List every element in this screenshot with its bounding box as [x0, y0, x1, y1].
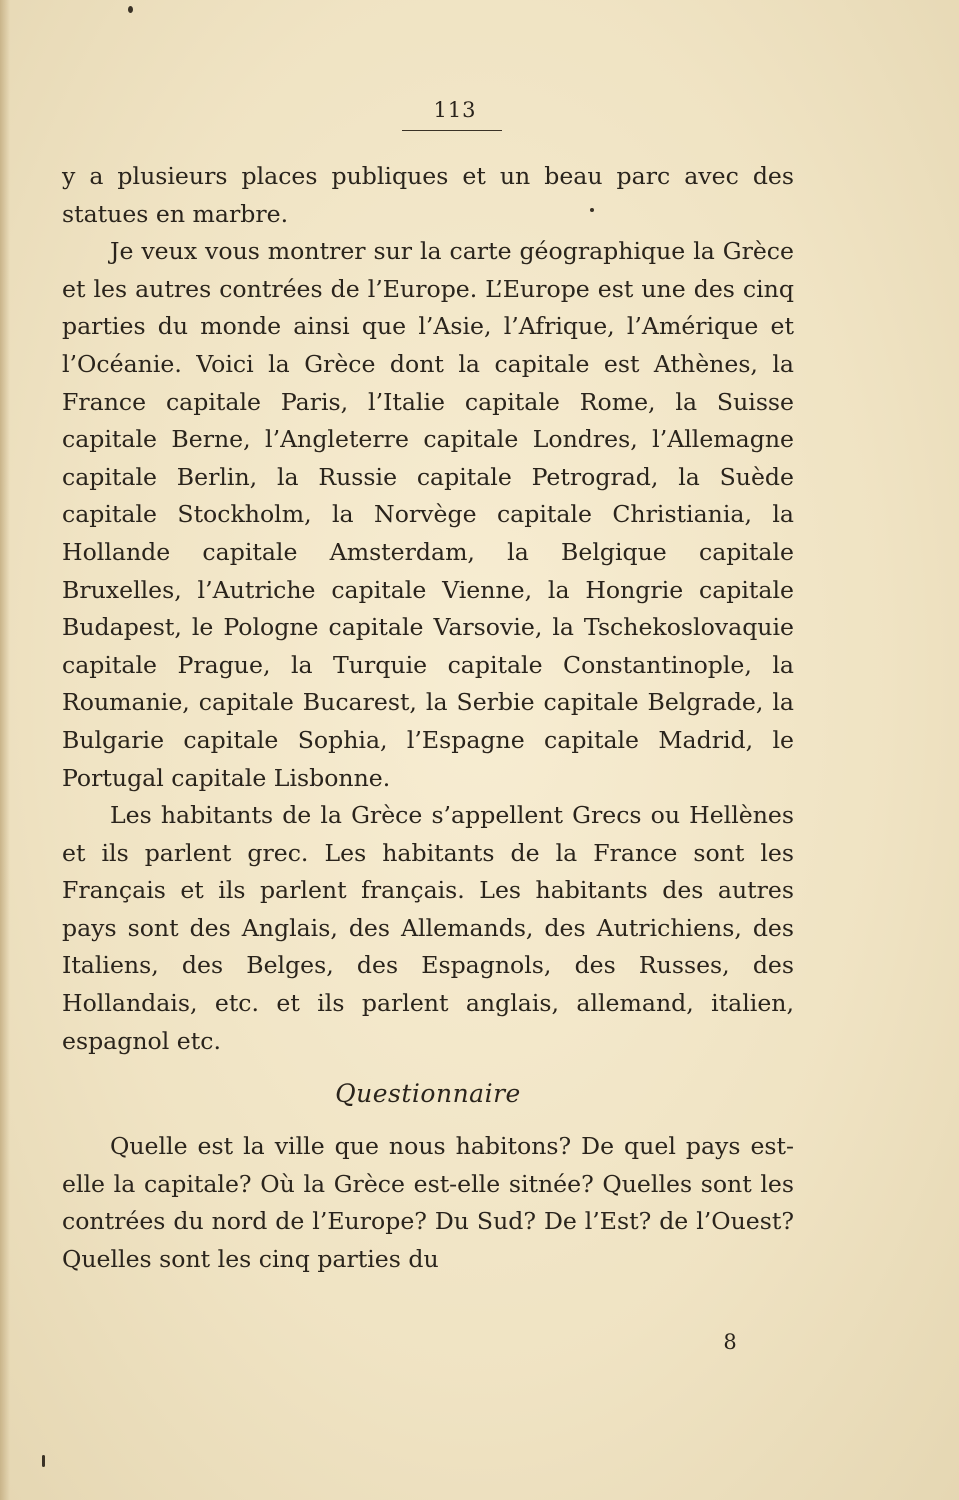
ink-speck: [128, 6, 133, 13]
section-heading: Questionnaire: [335, 1079, 521, 1109]
ink-speck: [590, 208, 594, 212]
page-edge-shadow: [0, 0, 10, 1500]
signature-mark: 8: [723, 1330, 737, 1354]
page-number: 113: [433, 98, 477, 122]
ink-speck: [42, 1455, 45, 1467]
paragraph-continuation: y a plusieurs places publiques et un beau parc avec des statues en marbre.: [62, 162, 794, 228]
page-number-rule: [402, 130, 502, 131]
paragraph-inhabitants: Les habitants de la Grèce s’appellent Grecs ou Hellènes et ils parlent grec. Les habitants de la France sont les Français et ils parlent français. Les habitants des autres pays sont des Anglais, des Allemands, des Autrichiens, des Italiens, des Belges, des Espagnols, des Russes, des Hollandais, etc. et ils parlent anglais, allemand, italien, espagnol etc.: [62, 801, 794, 1055]
paragraph-capitals: Je veux vous montrer sur la carte géographique la Grèce et les autres contrées de l’Europe. L’Europe est une des cinq parties du monde ainsi que l’Asie, l’Afrique, l’Amérique et l’Océanie. Voici la Grèce dont la capitale est Athènes, la France capitale Paris, l’Italie capitale Rome, la Suisse capitale Berne, l’Angleterre capitale Londres, l’Allemagne capitale Berlin, la Russie capitale Petrograd, la Suède capitale Stockholm, la Norvège capitale Christiania, la Hollande capitale Amsterdam, la Belgique capitale Bruxelles, l’Autriche capitale Vienne, la Hongrie capitale Budapest, le Pologne capitale Varsovie, la Tschekoslovaquie capitale Prague, la Turquie capitale Constantinople, la Roumanie, capitale Bucarest, la Serbie capitale Belgrade, la Bulgarie capitale Sophia, l’Espagne capitale Madrid, le Portugal capitale Lisbonne.: [62, 237, 794, 792]
text-block: [62, 158, 794, 1279]
paragraph-questions: Quelle est la ville que nous habitons? De quel pays est-elle la capitale? Où la Grèce est-elle sitnée? Quelles sont les contrées du nord de l’Europe? Du Sud? De l’Est? de l’Ouest? Quelles sont les cinq parties du: [62, 1132, 794, 1274]
